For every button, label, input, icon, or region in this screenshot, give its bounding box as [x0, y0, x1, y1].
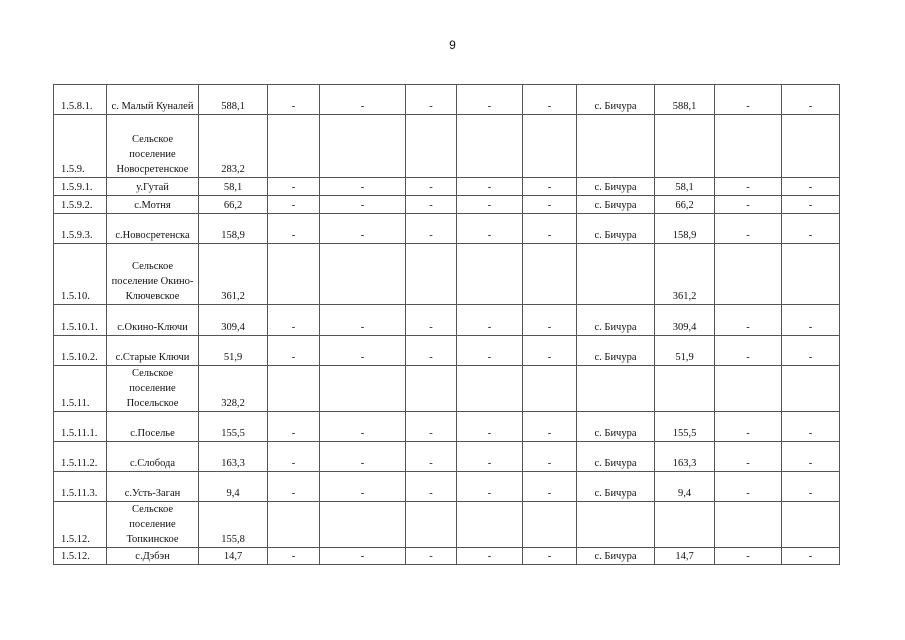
dash-cell: - — [320, 442, 406, 472]
table-row — [54, 305, 840, 336]
dash-cell: - — [715, 305, 782, 336]
destination-cell: с. Бичура — [577, 196, 655, 214]
dash-cell — [457, 244, 523, 305]
table-row — [54, 196, 840, 214]
dash-cell — [320, 366, 406, 412]
dash-cell: - — [406, 548, 457, 565]
destination-value-cell — [655, 366, 715, 412]
code-cell: 1.5.11. — [54, 366, 107, 412]
destination-cell: с. Бичура — [577, 412, 655, 442]
value-cell: 361,2 — [199, 244, 268, 305]
dash-cell — [715, 502, 782, 548]
table-row — [54, 85, 840, 115]
dash-cell: - — [320, 196, 406, 214]
code-cell: 1.5.8.1. — [54, 85, 107, 115]
dash-cell: - — [320, 412, 406, 442]
table-row — [54, 244, 840, 305]
value-cell: 283,2 — [199, 115, 268, 178]
table-row — [54, 115, 840, 178]
destination-value-cell: 163,3 — [655, 442, 715, 472]
dash-cell: - — [320, 472, 406, 502]
table-row — [54, 412, 840, 442]
dash-cell — [715, 366, 782, 412]
code-cell: 1.5.11.1. — [54, 412, 107, 442]
destination-cell: с. Бичура — [577, 214, 655, 244]
code-cell: 1.5.9.1. — [54, 178, 107, 196]
dash-cell: - — [268, 412, 320, 442]
table-row — [54, 336, 840, 366]
code-cell: 1.5.10. — [54, 244, 107, 305]
dash-cell: - — [406, 442, 457, 472]
destination-cell: с. Бичура — [577, 336, 655, 366]
destination-cell — [577, 502, 655, 548]
dash-cell: - — [715, 85, 782, 115]
dash-cell: - — [406, 412, 457, 442]
destination-value-cell: 51,9 — [655, 336, 715, 366]
dash-cell: - — [268, 336, 320, 366]
dash-cell: - — [523, 472, 577, 502]
code-cell: 1.5.10.1. — [54, 305, 107, 336]
dash-cell — [782, 115, 840, 178]
table-row — [54, 472, 840, 502]
destination-value-cell: 14,7 — [655, 548, 715, 565]
dash-cell — [715, 244, 782, 305]
code-cell: 1.5.12. — [54, 502, 107, 548]
name-cell: Сельское поселение Посельское — [107, 366, 199, 412]
destination-value-cell: 155,5 — [655, 412, 715, 442]
dash-cell: - — [523, 442, 577, 472]
name-cell: с.Старые Ключи — [107, 336, 199, 366]
dash-cell — [320, 244, 406, 305]
table-body — [54, 85, 840, 565]
dash-cell: - — [457, 178, 523, 196]
code-cell: 1.5.11.3. — [54, 472, 107, 502]
dash-cell: - — [406, 178, 457, 196]
value-cell: 588,1 — [199, 85, 268, 115]
name-cell: у.Гутай — [107, 178, 199, 196]
dash-cell — [523, 502, 577, 548]
name-cell: с. Малый Куналей — [107, 85, 199, 115]
value-cell: 155,5 — [199, 412, 268, 442]
destination-cell — [577, 244, 655, 305]
dash-cell: - — [782, 412, 840, 442]
name-cell: Сельское поселение Окино-Ключевское — [107, 244, 199, 305]
destination-cell — [577, 366, 655, 412]
table-row — [54, 548, 840, 565]
dash-cell: - — [782, 336, 840, 366]
dash-cell: - — [268, 178, 320, 196]
destination-value-cell — [655, 502, 715, 548]
value-cell: 158,9 — [199, 214, 268, 244]
dash-cell: - — [320, 178, 406, 196]
dash-cell: - — [268, 442, 320, 472]
dash-cell — [268, 502, 320, 548]
dash-cell: - — [782, 305, 840, 336]
value-cell: 66,2 — [199, 196, 268, 214]
destination-cell: с. Бичура — [577, 442, 655, 472]
value-cell: 51,9 — [199, 336, 268, 366]
dash-cell: - — [406, 472, 457, 502]
dash-cell: - — [457, 214, 523, 244]
dash-cell — [523, 244, 577, 305]
dash-cell: - — [782, 196, 840, 214]
dash-cell: - — [268, 548, 320, 565]
value-cell: 328,2 — [199, 366, 268, 412]
dash-cell: - — [715, 442, 782, 472]
dash-cell — [457, 502, 523, 548]
dash-cell: - — [457, 85, 523, 115]
dash-cell: - — [320, 214, 406, 244]
settlements-table — [53, 84, 840, 565]
dash-cell: - — [715, 178, 782, 196]
name-cell: с.Новосретенска — [107, 214, 199, 244]
dash-cell: - — [782, 178, 840, 196]
dash-cell — [268, 115, 320, 178]
dash-cell: - — [457, 548, 523, 565]
name-cell: с.Окино-Ключи — [107, 305, 199, 336]
destination-cell: с. Бичура — [577, 472, 655, 502]
code-cell: 1.5.9.3. — [54, 214, 107, 244]
destination-value-cell — [655, 115, 715, 178]
dash-cell: - — [715, 412, 782, 442]
name-cell: с.Дэбэн — [107, 548, 199, 565]
dash-cell: - — [523, 548, 577, 565]
dash-cell: - — [523, 178, 577, 196]
value-cell: 309,4 — [199, 305, 268, 336]
code-cell: 1.5.10.2. — [54, 336, 107, 366]
dash-cell — [782, 366, 840, 412]
dash-cell: - — [457, 442, 523, 472]
dash-cell: - — [523, 412, 577, 442]
dash-cell — [320, 115, 406, 178]
dash-cell — [320, 502, 406, 548]
name-cell: с.Поселье — [107, 412, 199, 442]
dash-cell — [268, 366, 320, 412]
dash-cell: - — [268, 214, 320, 244]
code-cell: 1.5.11.2. — [54, 442, 107, 472]
dash-cell: - — [782, 472, 840, 502]
code-cell: 1.5.9.2. — [54, 196, 107, 214]
value-cell: 155,8 — [199, 502, 268, 548]
dash-cell: - — [406, 196, 457, 214]
dash-cell — [782, 244, 840, 305]
dash-cell — [523, 366, 577, 412]
dash-cell: - — [782, 548, 840, 565]
dash-cell: - — [715, 472, 782, 502]
dash-cell: - — [406, 336, 457, 366]
page-number: 9 — [449, 38, 456, 52]
value-cell: 9,4 — [199, 472, 268, 502]
name-cell: с.Слобода — [107, 442, 199, 472]
name-cell: с.Мотня — [107, 196, 199, 214]
value-cell: 58,1 — [199, 178, 268, 196]
dash-cell: - — [782, 85, 840, 115]
destination-value-cell: 58,1 — [655, 178, 715, 196]
dash-cell: - — [457, 472, 523, 502]
dash-cell: - — [715, 214, 782, 244]
destination-value-cell: 158,9 — [655, 214, 715, 244]
destination-cell — [577, 115, 655, 178]
dash-cell: - — [268, 85, 320, 115]
name-cell: с.Усть-Заган — [107, 472, 199, 502]
destination-value-cell: 66,2 — [655, 196, 715, 214]
dash-cell: - — [782, 442, 840, 472]
dash-cell: - — [320, 85, 406, 115]
destination-value-cell: 309,4 — [655, 305, 715, 336]
code-cell: 1.5.9. — [54, 115, 107, 178]
destination-cell: с. Бичура — [577, 548, 655, 565]
table-row — [54, 366, 840, 412]
dash-cell: - — [406, 305, 457, 336]
name-cell: Сельское поселение Топкинское — [107, 502, 199, 548]
destination-cell: с. Бичура — [577, 305, 655, 336]
dash-cell — [406, 115, 457, 178]
dash-cell: - — [457, 196, 523, 214]
dash-cell: - — [523, 85, 577, 115]
dash-cell: - — [523, 305, 577, 336]
dash-cell: - — [320, 336, 406, 366]
dash-cell: - — [457, 336, 523, 366]
code-cell: 1.5.12. — [54, 548, 107, 565]
name-cell: Сельское поселение Новосретенское — [107, 115, 199, 178]
dash-cell — [715, 115, 782, 178]
dash-cell — [406, 366, 457, 412]
dash-cell — [457, 366, 523, 412]
dash-cell: - — [715, 196, 782, 214]
dash-cell: - — [268, 472, 320, 502]
dash-cell: - — [320, 305, 406, 336]
table-row — [54, 502, 840, 548]
value-cell: 163,3 — [199, 442, 268, 472]
dash-cell: - — [457, 305, 523, 336]
table-row — [54, 214, 840, 244]
destination-cell: с. Бичура — [577, 178, 655, 196]
dash-cell — [457, 115, 523, 178]
table-row — [54, 178, 840, 196]
dash-cell: - — [523, 336, 577, 366]
destination-value-cell: 9,4 — [655, 472, 715, 502]
dash-cell: - — [523, 196, 577, 214]
dash-cell: - — [523, 214, 577, 244]
dash-cell: - — [268, 196, 320, 214]
value-cell: 14,7 — [199, 548, 268, 565]
dash-cell: - — [715, 548, 782, 565]
dash-cell: - — [406, 85, 457, 115]
dash-cell — [523, 115, 577, 178]
dash-cell: - — [268, 305, 320, 336]
dash-cell — [406, 244, 457, 305]
dash-cell: - — [457, 412, 523, 442]
dash-cell — [406, 502, 457, 548]
destination-value-cell: 361,2 — [655, 244, 715, 305]
dash-cell — [782, 502, 840, 548]
dash-cell: - — [320, 548, 406, 565]
table-row — [54, 442, 840, 472]
dash-cell: - — [406, 214, 457, 244]
destination-cell: с. Бичура — [577, 85, 655, 115]
destination-value-cell: 588,1 — [655, 85, 715, 115]
dash-cell: - — [715, 336, 782, 366]
dash-cell — [268, 244, 320, 305]
dash-cell: - — [782, 214, 840, 244]
